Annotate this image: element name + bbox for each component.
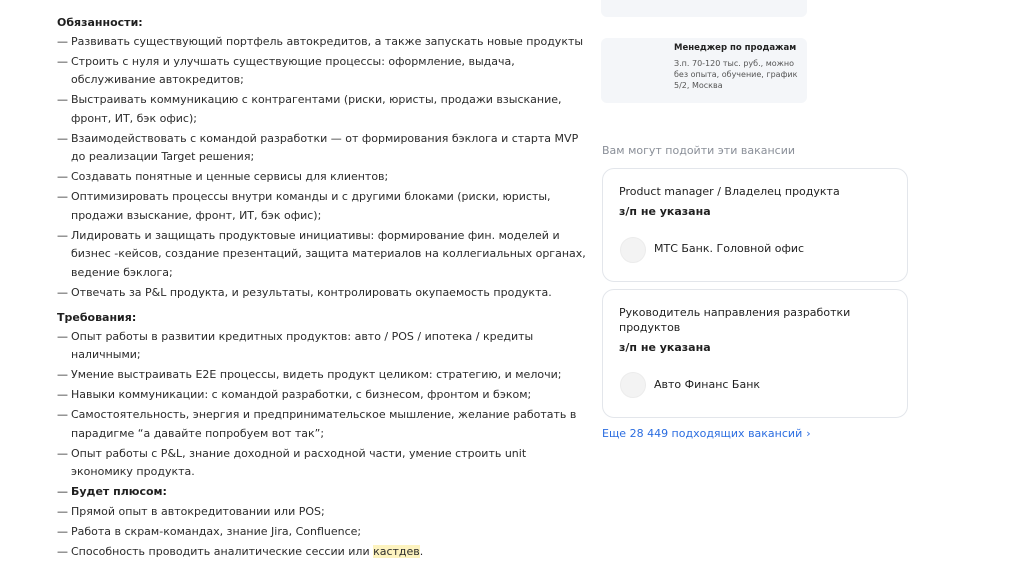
list-item <box>57 445 587 482</box>
more-vacancies-link[interactable] <box>602 427 811 440</box>
vacancy-card[interactable] <box>602 168 908 282</box>
list-item: — Лидировать и защищать продуктовые инициативы: формирование фин. моделей и бизнес -кейсов, создание презентаций, защита материалов на коллегиальных органах, ведение бэклога; <box>57 227 587 283</box>
vacancy-description <box>57 14 587 563</box>
promo-card-title: Менеджер по продажам <box>674 43 797 53</box>
more-vacancies-label: Еще 28 449 подходящих вакансий <box>602 427 803 440</box>
requirements-heading: Требования: <box>57 311 137 324</box>
list-item: — Умение выстраивать E2E процессы, видеть продукт целиком: стратегию, и мелочи; <box>57 366 587 385</box>
promo-card-top[interactable] <box>601 0 807 17</box>
list-item-text: Способность проводить аналитические сессии или <box>71 545 374 558</box>
requirements-list <box>57 328 587 482</box>
list-item: — Навыки коммуникации: с командой разработки, с бизнесом, фронтом и бэком; <box>57 386 587 405</box>
vacancy-title[interactable]: Product manager / Владелец продукта <box>619 185 840 198</box>
chevron-right-icon: › <box>806 427 811 440</box>
highlighted-word: кастдев <box>373 545 420 558</box>
company-name[interactable]: МТС Банк. Головной офис <box>654 242 805 255</box>
list-item: — Оптимизировать процессы внутри команды и с другими блоками (риски, юристы, продажи взыскание, фронт, ИТ, бэк офис); <box>57 188 587 225</box>
list-item: — Взаимодействовать с командой разработки — от формирования бэклога и старта MVP до реализации Target решения; <box>57 130 587 167</box>
list-item <box>57 543 587 562</box>
company-logo <box>620 372 646 398</box>
list-item: — Опыт работы в развитии кредитных продуктов: авто / POS / ипотека / кредиты наличными; <box>57 328 587 365</box>
promo-card-details: З.п. 70-120 тыс. руб., можно без опыта, обучение, график 5/2, Москва <box>674 59 798 90</box>
suggestions-title: Вам могут подойти эти вакансии <box>602 144 795 157</box>
company-logo <box>620 237 646 263</box>
vacancy-salary: з/п не указана <box>619 341 711 354</box>
plus-list <box>57 503 587 562</box>
list-item: — Отвечать за P&L продукта, и результаты, контролировать окупаемость продукта. <box>57 284 587 303</box>
list-item-end: . <box>419 545 424 558</box>
list-item: — Прямой опыт в автокредитовании или POS; <box>57 503 587 522</box>
list-item: — Создавать понятные и ценные сервисы для клиентов; <box>57 168 587 187</box>
list-item: — Самостоятельность, энергия и предпринимательское мышление, желание работать в парадигме “а давайте попробуем вот так”; <box>57 406 587 443</box>
list-item: — Строить с нуля и улучшать существующие процессы: оформление, выдача, обслуживание автокредитов; <box>57 53 587 90</box>
vacancy-title[interactable]: Руководитель направления разработки продуктов <box>619 306 851 334</box>
list-item: — Работа в скрам-командах, знание Jira, Confluence; <box>57 523 587 542</box>
list-item-text: Опыт работы с P&L, знание доходной и расходной части, умение строить unit экономику продукта. <box>71 446 527 478</box>
vacancy-salary: з/п не указана <box>619 205 711 218</box>
list-item: — Выстраивать коммуникацию с контрагентами (риски, юристы, продажи взыскание, фронт, ИТ, бэк офис); <box>57 91 587 128</box>
duties-list <box>57 33 587 303</box>
plus-heading: — Будет плюсом: <box>57 483 587 502</box>
promo-card[interactable] <box>601 38 807 103</box>
duties-heading: Обязанности: <box>57 16 143 29</box>
list-item: — Развивать существующий портфель автокредитов, а также запускать новые продукты <box>57 33 587 52</box>
vacancy-card[interactable] <box>602 289 908 418</box>
company-name[interactable]: Авто Финанс Банк <box>654 378 761 391</box>
